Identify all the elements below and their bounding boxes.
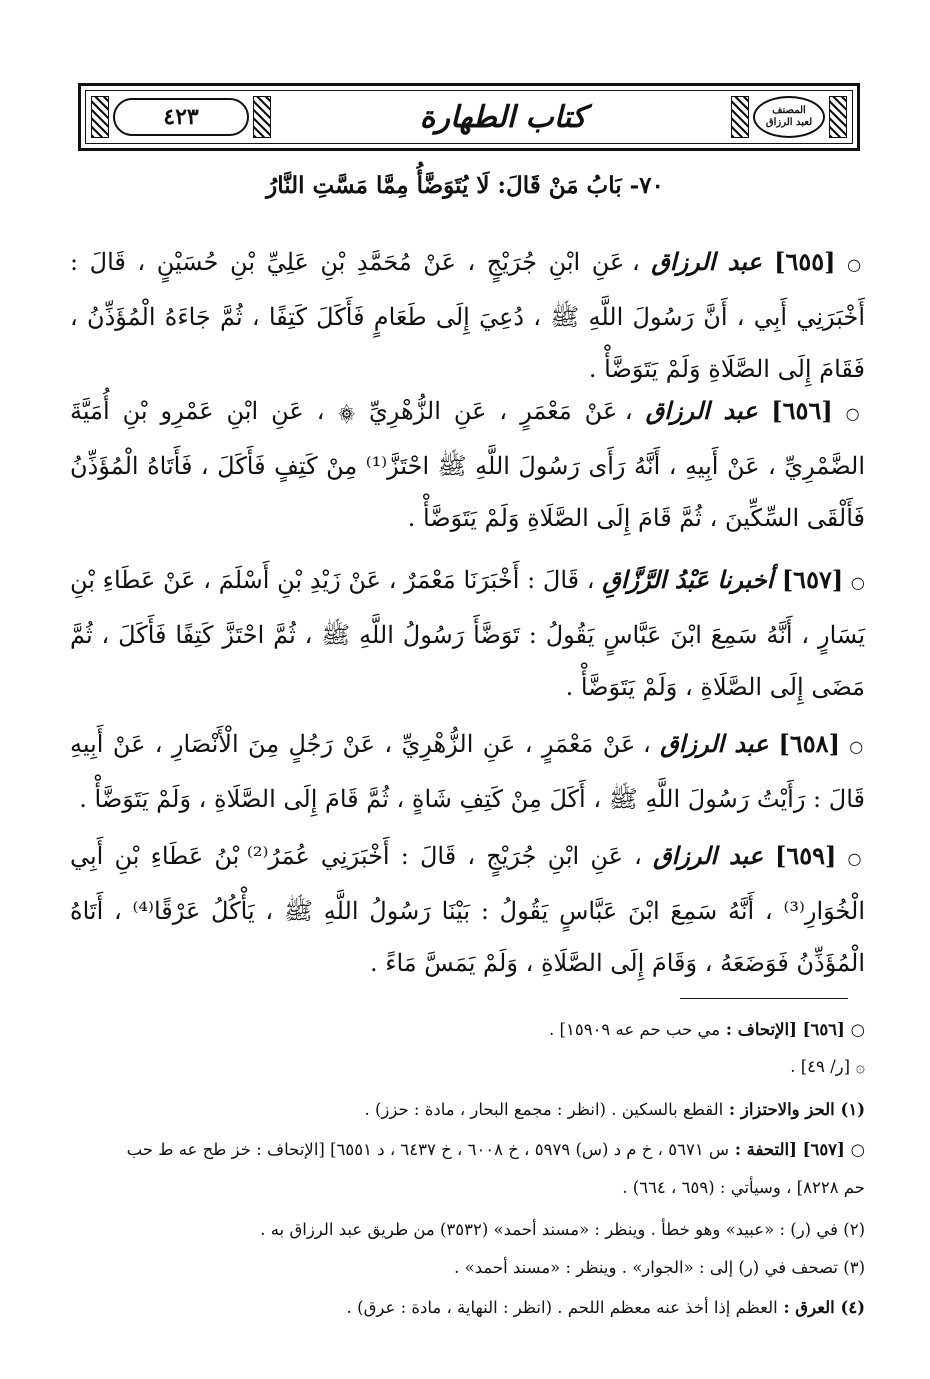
- book-logo: [753, 96, 825, 138]
- footnote-text: العظم إذا أخذ عنه معظم اللحم . (انظر : النهاية ، مادة : عرق) .: [346, 1298, 778, 1317]
- ornament-left-outer: [91, 96, 109, 138]
- chapter-heading: ٧٠- بَابُ مَنْ قَالَ: لَا يُتَوَضَّأُ مِمَّا مَسَّتِ النَّارُ: [266, 172, 664, 199]
- ornament-left-inner: [253, 96, 271, 138]
- narrator-name: عبد الرزاق: [660, 729, 769, 758]
- footnote-text: حم ٨٢٢٨] ، وسيأتي : (٦٥٩ ، ٦٦٤) .: [622, 1178, 865, 1197]
- hadith-number: [٦٥٧]: [773, 565, 844, 594]
- page-number: ٤٢٣: [113, 98, 249, 136]
- page-header: [78, 83, 860, 151]
- hadith-657: [70, 554, 865, 713]
- hadith-marker-icon: ○: [849, 737, 865, 756]
- footnote-text: مي حب حم عه ١٥٩٠٩] .: [549, 1020, 721, 1039]
- hadith-marker-icon: ○: [847, 255, 865, 274]
- footnote-2: [70, 1220, 865, 1240]
- hadith-text: ، عَنْ مَعْمَرٍ ، عَنِ الزُّهْرِيِّ ۞ ، عَنِ ابْنِ عَمْرِو بْنِ أُمَيَّةَ الضَّمْرِيِّ ، عَنْ أَبِيهِ ، أَنَّهُ رَأَى رَسُولَ اللَّهِ ﷺ احْتَزَّ⁽¹⁾ مِنْ كَتِفٍ فَأَكَلَ ، فَأَتَاهُ الْمُؤَذِّنُ فَأَلْقَى السِّكِّينَ ، ثُمَّ قَامَ إِلَى الصَّلَاةِ وَلَمْ يَتَوَضَّأْ .: [70, 397, 866, 532]
- hadith-656: [70, 385, 865, 544]
- narrator-name: عبد الرزاق: [645, 396, 758, 425]
- footnote-lead: (١) الحز والاحتزاز :: [723, 1100, 865, 1119]
- ornament-right-outer: [829, 96, 847, 138]
- footnote-lead: (٤) العرق :: [777, 1298, 865, 1317]
- hadith-marker-icon: ○: [850, 573, 865, 592]
- hadith-text: ، قَالَ : أَخْبَرَنَا مَعْمَرٌ ، عَنْ زَيْدِ بْنِ أَسْلَمَ ، عَنْ عَطَاءِ بْنِ يَسَارٍ ، أَنَّهُ سَمِعَ ابْنَ عَبَّاسٍ يَقُولُ : تَوَضَّأَ رَسُولُ اللَّهِ ﷺ ، ثُمَّ احْتَزَّ كَتِفًا فَأَكَلَ ، ثُمَّ مَضَى إِلَى الصَّلَاةِ ، وَلَمْ يَتَوَضَّأْ .: [70, 566, 865, 701]
- hadith-marker-icon: ○: [847, 849, 865, 868]
- narrator-name: أخبرنا عَبْدُ الرَّزَّاقِ: [602, 565, 774, 594]
- footnote-text: س ٥٦٧١ ، خ م د (س) ٥٩٧٩ ، خ ٦٠٠٨ ، خ ٦٤٣٧ ، د ٦٥٥١] [الإتحاف : خز طح عه ط حب: [126, 1140, 730, 1159]
- hadith-658: [70, 718, 865, 825]
- footnote-1: [70, 1100, 865, 1120]
- footnote-text: ۞ [ر/ ٤٩] .: [790, 1057, 865, 1076]
- hadith-text: ، عَنِ ابْنِ جُرَيْجٍ ، عَنْ مُحَمَّدِ بْنِ عَلِيِّ بْنِ حُسَيْنٍ ، قَالَ : أَخْبَرَنِي أَبِي ، أَنَّ رَسُولَ اللَّهِ ﷺ ، دُعِيَ إِلَى طَعَامٍ فَأَكَلَ كَتِفًا ، ثُمَّ جَاءَهُ الْمُؤَذِّنُ ، فَقَامَ إِلَى الصَّلَاةِ وَلَمْ يَتَوَضَّأْ .: [70, 248, 865, 383]
- hadith-marker-icon: ○: [845, 404, 865, 423]
- logo-line-1: المصنف: [772, 105, 806, 116]
- footnote-lead: ○ [٦٥٦] [الإتحاف :: [720, 1020, 865, 1039]
- hadith-number: [٦٥٦]: [757, 396, 833, 425]
- hadith-659: [70, 830, 865, 989]
- ornament-right-inner: [731, 96, 749, 138]
- hadith-number: [٦٥٥]: [761, 247, 836, 276]
- book-section-title: كتاب الطهارة: [419, 99, 587, 135]
- footnote-4: [70, 1298, 865, 1318]
- footnote-separator: [680, 998, 848, 999]
- footnote-takhrij-656: [70, 1020, 865, 1040]
- footnote-takhrij-657-cont: [70, 1178, 865, 1198]
- hadith-text: ، عَنِ ابْنِ جُرَيْجٍ ، قَالَ : أَخْبَرَنِي عُمَرُ⁽²⁾ بْنُ عَطَاءِ بْنِ أَبِي الْخُوَارِ⁽³⁾ ، أَنَّهُ سَمِعَ ابْنَ عَبَّاسٍ يَقُولُ : بَيْنَا رَسُولُ اللَّهِ ﷺ ، يَأْكُلُ عَرْقًا⁽⁴⁾ ، أَتَاهُ الْمُؤَذِّنُ فَوَضَعَهُ ، وَقَامَ إِلَى الصَّلَاةِ ، وَلَمْ يَمَسَّ مَاءً .: [70, 842, 865, 977]
- hadith-655: [70, 236, 865, 395]
- footnote-text: القطع بالسكين . (انظر : مجمع البحار ، مادة : حزز) .: [364, 1100, 724, 1119]
- hadith-number: [٦٥٩]: [763, 841, 837, 870]
- hadith-text: ، عَنْ مَعْمَرٍ ، عَنِ الزُّهْرِيِّ ، عَنْ رَجُلٍ مِنَ الْأَنْصَارِ ، عَنْ أَبِيهِ قَالَ : رَأَيْتُ رَسُولَ اللَّهِ ﷺ ، أَكَلَ مِنْ كَتِفِ شَاةٍ ، ثُمَّ قَامَ إِلَى الصَّلَاةِ ، وَلَمْ يَتَوَضَّأْ .: [70, 730, 865, 813]
- narrator-name: عبد الرزاق: [652, 841, 764, 870]
- footnote-3: [70, 1258, 865, 1278]
- footnote-takhrij-657: [70, 1140, 865, 1160]
- footnote-text: (٢) في (ر) : «عبيد» وهو خطأ . وينظر : «مسند أحمد» (٣٥٣٢) من طريق عبد الرزاق به .: [260, 1220, 865, 1239]
- footnote-manuscript-ref: [70, 1057, 865, 1077]
- footnote-lead: ○ [٦٥٧] [التحفة :: [729, 1140, 865, 1159]
- footnote-text: (٣) تصحف في (ر) إلى : «الجوار» . وينظر : «مسند أحمد» .: [454, 1258, 865, 1277]
- narrator-name: عبد الرزاق: [651, 247, 762, 276]
- hadith-number: [٦٥٨]: [768, 729, 840, 758]
- logo-line-2: لعبد الرزاق: [765, 117, 813, 128]
